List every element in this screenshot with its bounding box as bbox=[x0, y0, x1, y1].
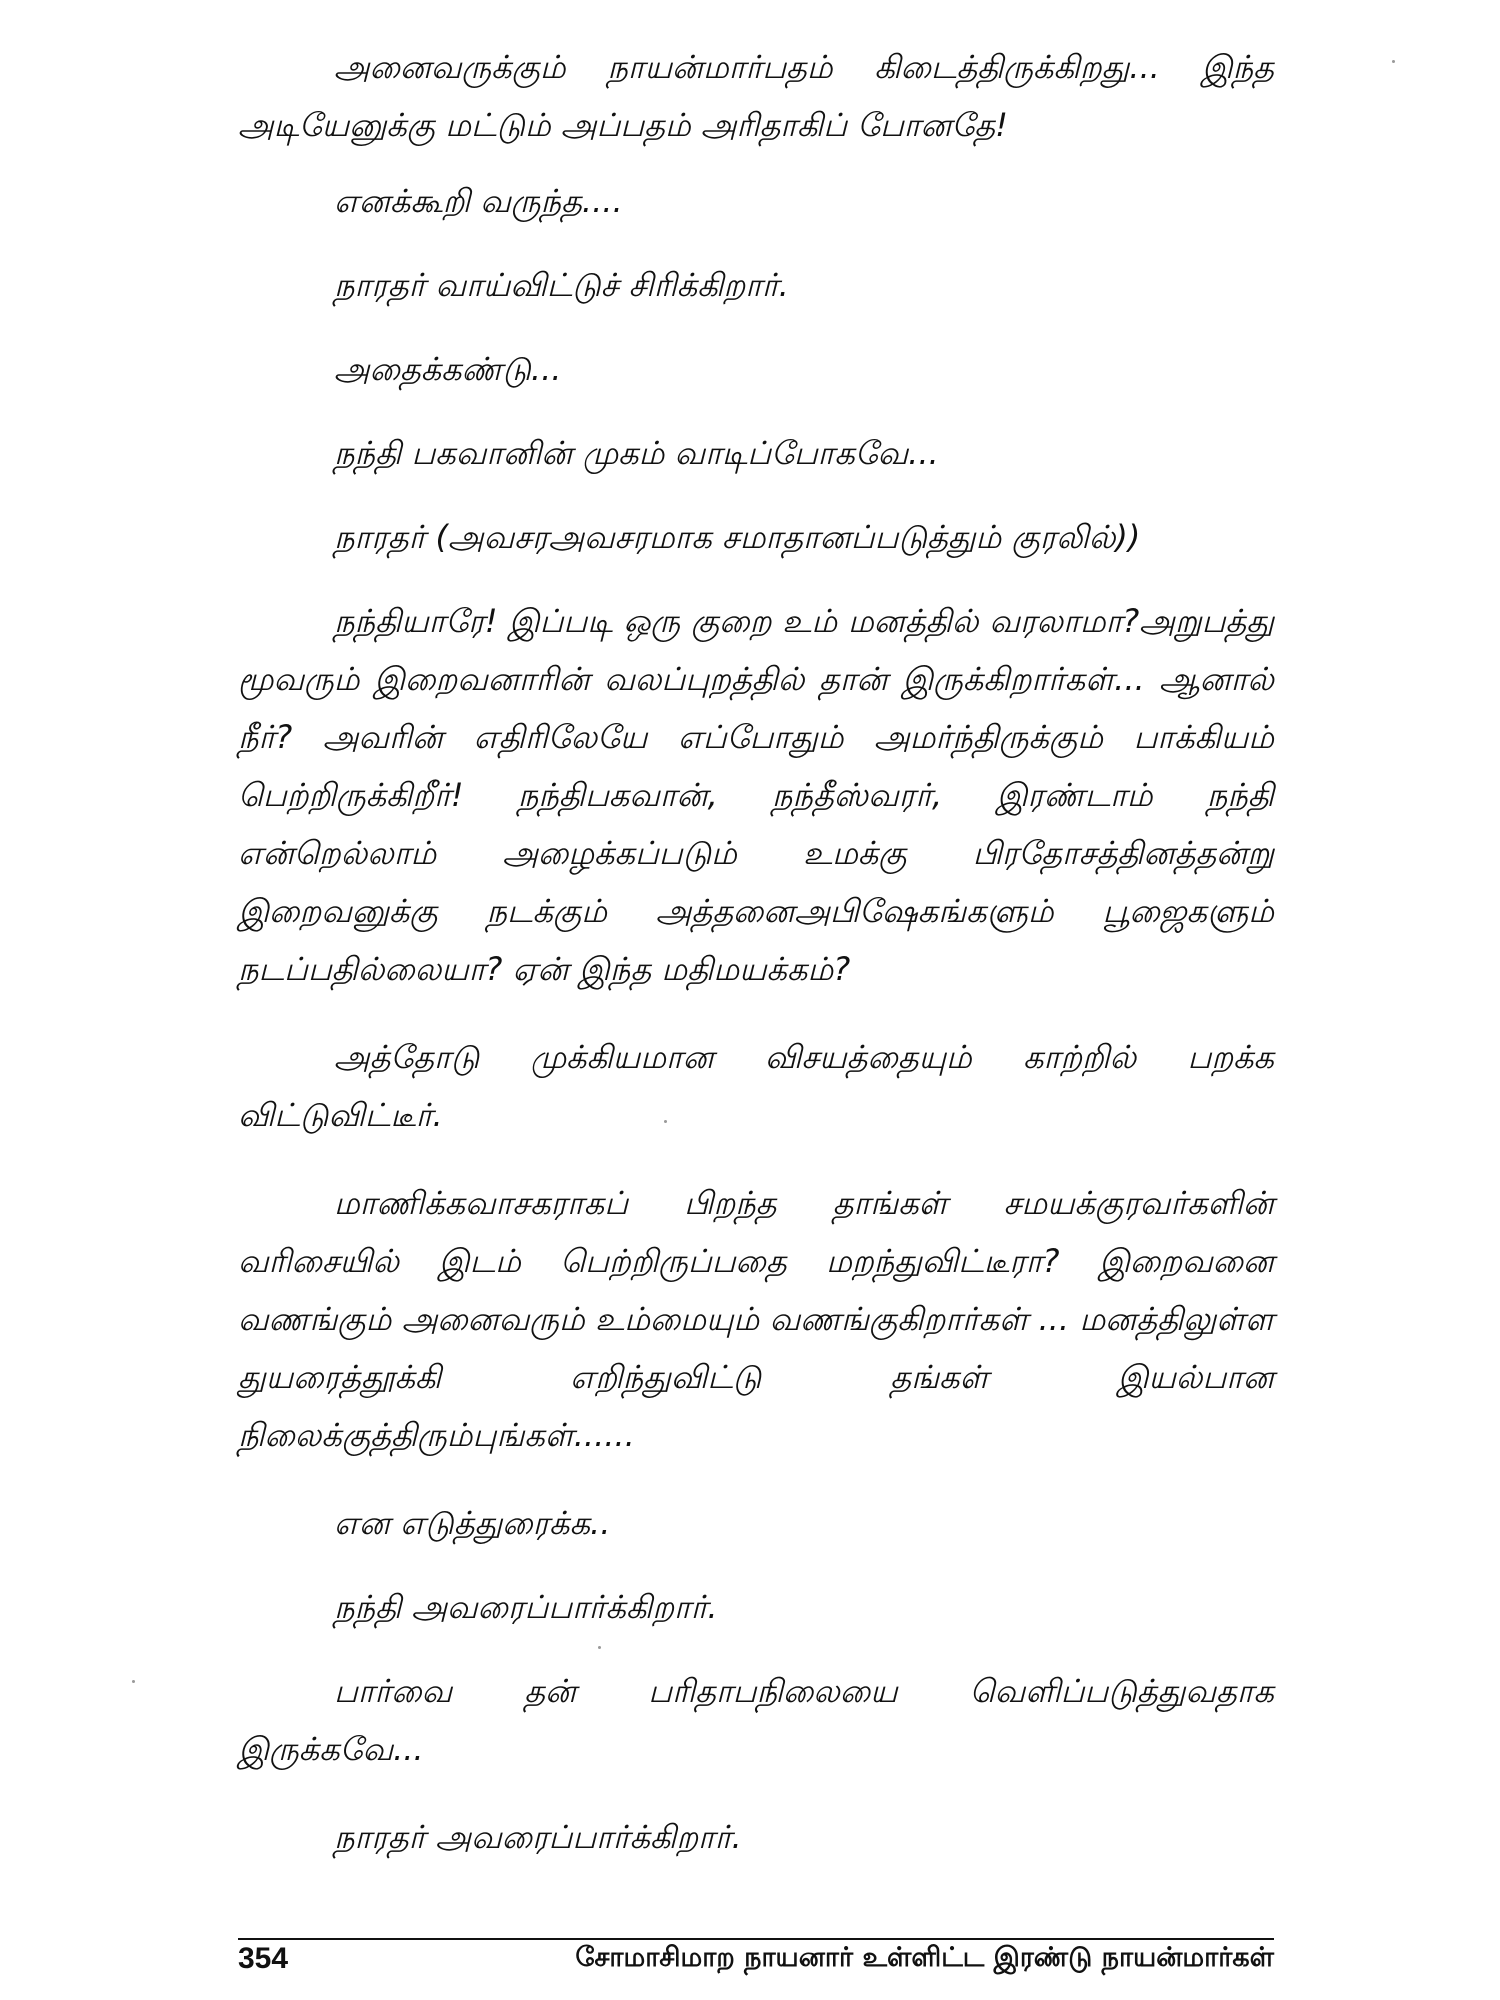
paragraph-7: நந்தியாரே! இப்படி ஒரு குறை உம் மனத்தில் வரலாமா?அறுபத்து மூவரும் இறைவனாரின் வலப்புறத்தில் தான் இருக்கிறார்கள்... ஆனால் நீர்? அவரின் எதிரிலேயே எப்போதும் அமர்ந்திருக்கும் பாக்கியம் பெற்றிருக்கிறீர்! நந்திபகவான், நந்தீஸ்வரர், இரண்டாம் நந்தி என்றெல்லாம் அழைக்கப்படும் உமக்கு பிரதோசத்தினத்தன்று இறைவனுக்கு நடக்கும் அத்தனைஅபிஷேகங்களும் பூஜைகளும் நடப்பதில்லையா? ஏன் இந்த மதிமயக்கம்? bbox=[238, 602, 1274, 988]
paragraph-4: அதைக்கண்டு... bbox=[334, 350, 562, 388]
running-title: சோமாசிமாற நாயனார் உள்ளிட்ட இரண்டு நாயன்மார்கள் bbox=[575, 1942, 1274, 1973]
paragraph-1: அனைவருக்கும் நாயன்மார்பதம் கிடைத்திருக்கிறது... இந்த அடியேனுக்கு மட்டும் அப்பதம் அரிதாகிப் போனதே! bbox=[238, 48, 1274, 144]
paragraph-9: மாணிக்கவாசகராகப் பிறந்த தாங்கள் சமயக்குரவர்களின் வரிசையில் இடம் பெற்றிருப்பதை மறந்துவிட்டீரா? இறைவனை வணங்கும் அனைவரும் உம்மையும் வணங்குகிறார்கள் ... மனத்திலுள்ள துயரைத்தூக்கி எறிந்துவிட்டு தங்கள் இயல்பான நிலைக்குத்திரும்புங்கள்...... bbox=[238, 1184, 1274, 1454]
paragraph-8: அத்தோடு முக்கியமான விசயத்தையும் காற்றில் பறக்க விட்டுவிட்டீர். bbox=[238, 1038, 1274, 1134]
scan-speck bbox=[1392, 60, 1395, 63]
paragraph-3: நாரதர் வாய்விட்டுச் சிரிக்கிறார். bbox=[334, 266, 789, 304]
paragraph-11: நந்தி அவரைப்பார்க்கிறார். bbox=[334, 1588, 718, 1626]
paragraph-10: என எடுத்துரைக்க.. bbox=[334, 1504, 611, 1542]
paragraph-12: பார்வை தன் பரிதாபநிலையை வெளிப்படுத்துவதாக இருக்கவே... bbox=[238, 1672, 1274, 1768]
paragraph-2: எனக்கூறி வருந்த.... bbox=[334, 182, 623, 220]
page-body bbox=[238, 38, 1274, 1866]
paragraph-13: நாரதர் அவரைப்பார்க்கிறார். bbox=[334, 1818, 742, 1856]
scan-speck bbox=[664, 1120, 667, 1123]
scan-speck bbox=[598, 1646, 601, 1649]
scan-speck bbox=[132, 1680, 135, 1683]
paragraph-5: நந்தி பகவானின் முகம் வாடிப்போகவே... bbox=[334, 434, 939, 472]
paragraph-6: நாரதர் (அவசரஅவசரமாக சமாதானப்படுத்தும் குரலில்)) bbox=[334, 518, 1141, 556]
page-footer bbox=[238, 1942, 1274, 1992]
footer-divider bbox=[238, 1938, 1274, 1940]
page-number: 354 bbox=[238, 1942, 289, 1975]
